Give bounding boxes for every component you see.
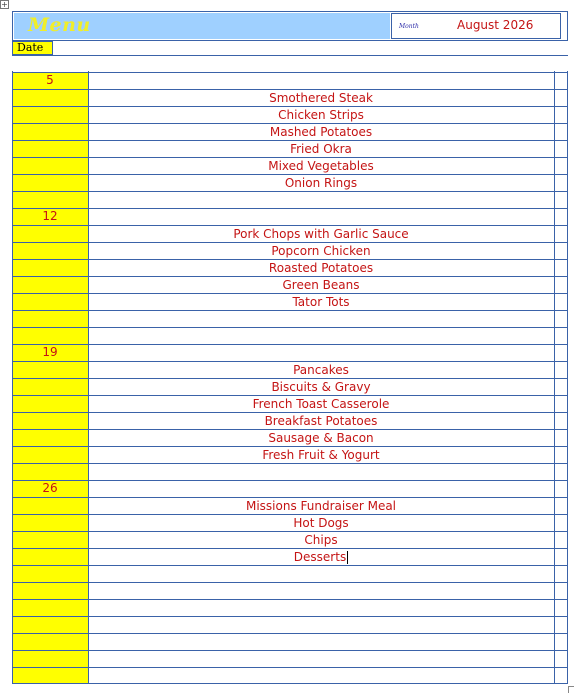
date-row[interactable] — [12, 480, 568, 497]
table-row[interactable] — [12, 582, 568, 599]
menu-item[interactable]: Chips — [304, 533, 338, 547]
table-row[interactable] — [12, 259, 568, 276]
date-cell[interactable] — [12, 549, 88, 565]
table-row[interactable] — [12, 599, 568, 616]
day-number: 19 — [42, 345, 58, 359]
table-row[interactable] — [12, 157, 568, 174]
table-row[interactable] — [12, 395, 568, 412]
menu-table — [12, 55, 568, 681]
table-row[interactable] — [12, 650, 568, 667]
date-cell[interactable] — [12, 634, 88, 650]
table-row[interactable] — [12, 548, 568, 565]
date-cell[interactable] — [12, 600, 88, 616]
date-cell[interactable] — [12, 532, 88, 548]
table-row[interactable] — [12, 429, 568, 446]
date-cell[interactable] — [12, 515, 88, 531]
right-divider — [554, 71, 555, 684]
table-row[interactable] — [12, 361, 568, 378]
menu-item[interactable]: Mixed Vegetables — [268, 159, 374, 173]
table-row[interactable] — [12, 55, 568, 72]
date-cell[interactable] — [12, 481, 88, 497]
left-border — [12, 71, 13, 684]
date-cell[interactable] — [12, 209, 88, 225]
table-row[interactable] — [12, 191, 568, 208]
date-cell[interactable] — [12, 175, 88, 191]
date-cell[interactable] — [12, 668, 88, 683]
date-label[interactable]: Date — [12, 41, 53, 55]
table-row[interactable] — [12, 497, 568, 514]
menu-item[interactable]: Missions Fundraiser Meal — [245, 499, 397, 513]
table-row[interactable] — [12, 616, 568, 633]
menu-item[interactable]: Green Beans — [282, 278, 360, 292]
date-divider — [88, 71, 89, 684]
menu-item[interactable]: Roasted Potatoes — [268, 261, 374, 275]
text-cursor — [347, 551, 348, 564]
menu-item[interactable]: Breakfast Potatoes — [264, 414, 378, 428]
date-cell[interactable] — [12, 345, 88, 361]
menu-item[interactable]: Onion Rings — [284, 176, 358, 190]
date-cell[interactable] — [12, 73, 88, 89]
date-cell[interactable] — [12, 243, 88, 259]
date-row[interactable] — [12, 208, 568, 225]
menu-item[interactable]: Sausage & Bacon — [268, 431, 374, 445]
table-row[interactable] — [12, 327, 568, 344]
date-cell[interactable] — [12, 158, 88, 174]
day-number: 5 — [46, 73, 54, 87]
menu-item[interactable]: Tator Tots — [292, 295, 350, 309]
date-cell[interactable] — [12, 124, 88, 140]
menu-item[interactable]: Popcorn Chicken — [271, 244, 371, 258]
table-move-handle[interactable]: + — [1, 0, 8, 9]
table-row[interactable] — [12, 633, 568, 650]
date-cell[interactable] — [12, 379, 88, 395]
date-cell[interactable] — [12, 90, 88, 106]
menu-item[interactable]: French Toast Casserole — [252, 397, 390, 411]
date-cell[interactable] — [12, 617, 88, 633]
date-cell[interactable] — [12, 192, 88, 208]
date-cell[interactable] — [12, 328, 88, 344]
day-number: 26 — [42, 481, 58, 495]
table-row[interactable] — [12, 174, 568, 191]
date-cell[interactable] — [12, 413, 88, 429]
table-row[interactable] — [12, 310, 568, 327]
menu-item[interactable]: Pork Chops with Garlic Sauce — [233, 227, 409, 241]
month-value: August 2026 — [457, 18, 534, 32]
table-row[interactable] — [12, 242, 568, 259]
table-row[interactable] — [12, 140, 568, 157]
table-row[interactable] — [12, 446, 568, 463]
day-number: 12 — [42, 209, 58, 223]
menu-item[interactable]: Chicken Strips — [278, 108, 364, 122]
title-cell[interactable] — [14, 13, 390, 39]
menu-header — [12, 11, 568, 41]
date-cell[interactable] — [12, 107, 88, 123]
menu-item[interactable]: Mashed Potatoes — [269, 125, 373, 139]
menu-item[interactable]: Pancakes — [293, 363, 349, 377]
table-row[interactable] — [12, 123, 568, 140]
table-row[interactable] — [12, 276, 568, 293]
right-border — [567, 71, 568, 684]
date-row[interactable] — [12, 72, 568, 89]
table-row[interactable] — [12, 667, 568, 684]
date-cell[interactable] — [12, 260, 88, 276]
table-row[interactable] — [12, 531, 568, 548]
table-row[interactable] — [12, 514, 568, 531]
menu-item[interactable]: Desserts — [293, 550, 347, 564]
date-cell[interactable] — [12, 294, 88, 310]
table-row[interactable] — [12, 293, 568, 310]
date-cell[interactable] — [12, 362, 88, 378]
date-cell[interactable] — [12, 447, 88, 463]
menu-item[interactable]: Hot Dogs — [293, 516, 349, 530]
menu-item[interactable]: Biscuits & Gravy — [271, 380, 371, 394]
menu-title: Menu — [28, 14, 91, 36]
date-cell[interactable] — [12, 498, 88, 514]
date-cell[interactable] — [12, 141, 88, 157]
date-cell[interactable] — [12, 396, 88, 412]
date-row[interactable] — [12, 344, 568, 361]
menu-item[interactable]: Fresh Fruit & Yogurt — [262, 448, 380, 462]
table-row[interactable] — [12, 89, 568, 106]
date-cell[interactable] — [12, 56, 88, 72]
month-cell[interactable] — [391, 13, 561, 39]
date-cell[interactable] — [12, 430, 88, 446]
menu-item[interactable]: Fried Okra — [290, 142, 352, 156]
date-cell[interactable] — [12, 566, 88, 582]
table-row[interactable] — [12, 106, 568, 123]
table-row[interactable] — [12, 225, 568, 242]
date-cell[interactable] — [12, 311, 88, 327]
date-cell[interactable] — [12, 464, 88, 480]
date-cell[interactable] — [12, 651, 88, 667]
table-row[interactable] — [12, 412, 568, 429]
date-cell[interactable] — [12, 277, 88, 293]
table-row[interactable] — [12, 463, 568, 480]
month-label: Month — [399, 23, 419, 30]
table-row[interactable] — [12, 378, 568, 395]
date-cell[interactable] — [12, 583, 88, 599]
date-cell[interactable] — [12, 226, 88, 242]
table-row[interactable] — [12, 565, 568, 582]
menu-item[interactable]: Smothered Steak — [269, 91, 373, 105]
